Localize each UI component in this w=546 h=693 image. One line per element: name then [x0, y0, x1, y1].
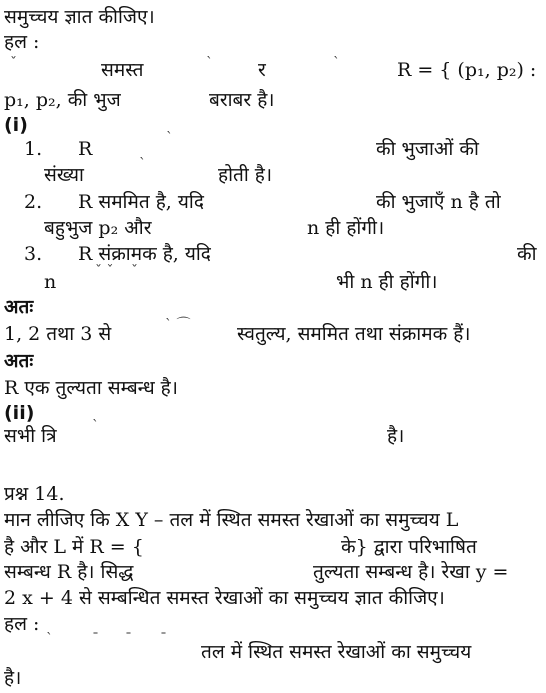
part-ii-heading: (ii) [4, 402, 35, 424]
part-ii-text: सभी त्रि [4, 425, 57, 447]
item-3-number: 3. [24, 243, 43, 265]
item-2-text: R सममित है, यदि [78, 191, 204, 213]
text-line-1: समुच्चय ज्ञात कीजिए। [4, 6, 155, 28]
item-3-cont-right: भी n ही होंगी। [336, 271, 438, 293]
item-1-cont: संख्या [44, 164, 84, 186]
ink-speck: ˉ [92, 631, 99, 647]
ink-speck: ˇ [131, 263, 138, 279]
item-3-text: R संक्रामक है, यदि [78, 243, 211, 265]
ink-speck: ˋ [139, 156, 146, 172]
part-ii-text-right: है। [387, 425, 405, 447]
question-14-heading: प्रश्न 14. [4, 483, 65, 505]
question-line-1: मान लीजिए कि X Y – तल में स्थित समस्त रेखाओं का समुच्चय L [4, 509, 459, 531]
solution-2-end: है। [4, 667, 22, 689]
ink-speck: ˉ [160, 631, 167, 647]
ink-speck: ˋ [92, 418, 99, 434]
item-2-cont-right: n ही होंगी। [307, 217, 385, 239]
item-1-text: R [78, 138, 93, 160]
part-i-heading: (i) [4, 114, 28, 136]
therefore-heading: अतः [4, 296, 34, 318]
item-2-number: 2. [24, 191, 43, 213]
equivalence-conclusion: R एक तुल्यता सम्बन्ध है। [4, 377, 178, 399]
solution-label: हल : [4, 31, 40, 53]
ink-speck: ˋ [166, 130, 173, 146]
solution-label-2: हल : [4, 613, 40, 635]
ink-speck: ˉ [125, 631, 132, 647]
item-1-number: 1. [24, 138, 43, 160]
item-1-cont-right: होती है। [218, 164, 273, 186]
conclusion-line-b: स्वतुल्य, सममित तथा संक्रामक हैं। [237, 323, 471, 345]
item-3-cont: n [44, 271, 57, 293]
question-line-2b: के} द्वारा परिभाषित [341, 536, 477, 558]
text-line-3b: र [258, 59, 266, 81]
question-line-3b: तुल्यता सम्बन्ध है। रेखा y = [313, 561, 509, 583]
item-3-text-right: की [517, 243, 537, 265]
relation-definition: R = { (p₁, p₂) : [397, 59, 537, 81]
ink-speck: ˋ [333, 55, 340, 71]
question-line-2a: है और L में R = { [4, 536, 144, 558]
ink-speck: ˋ [46, 631, 53, 647]
item-2-text-right: की भुजाएँ n है तो [376, 191, 501, 213]
text-line-3a: समस्त [101, 59, 144, 81]
therefore-heading-2: अतः [4, 350, 34, 372]
ink-speck: ˇ [10, 55, 17, 71]
ink-speck: ˋ ⌒ [165, 317, 191, 333]
question-line-3a: सम्बन्ध R है। सिद्ध [4, 561, 134, 583]
text-line-4a: p₁, p₂, की भुज [4, 89, 121, 111]
ink-speck: ˇ ˇ [95, 263, 114, 279]
text-line-4b: बराबर है। [209, 89, 275, 111]
solution-2-text: तल में स्थित समस्त रेखाओं का समुच्चय [201, 641, 472, 663]
item-1-text-right: की भुजाओं की [376, 138, 479, 160]
item-2-cont: बहुभुज p₂ और [44, 217, 152, 239]
question-line-4: 2 x + 4 से सम्बन्धित समस्त रेखाओं का समुच्चय ज्ञात कीजिए। [4, 587, 445, 609]
ink-speck: ˋ [206, 55, 213, 71]
conclusion-line-a: 1, 2 तथा 3 से [4, 323, 112, 345]
